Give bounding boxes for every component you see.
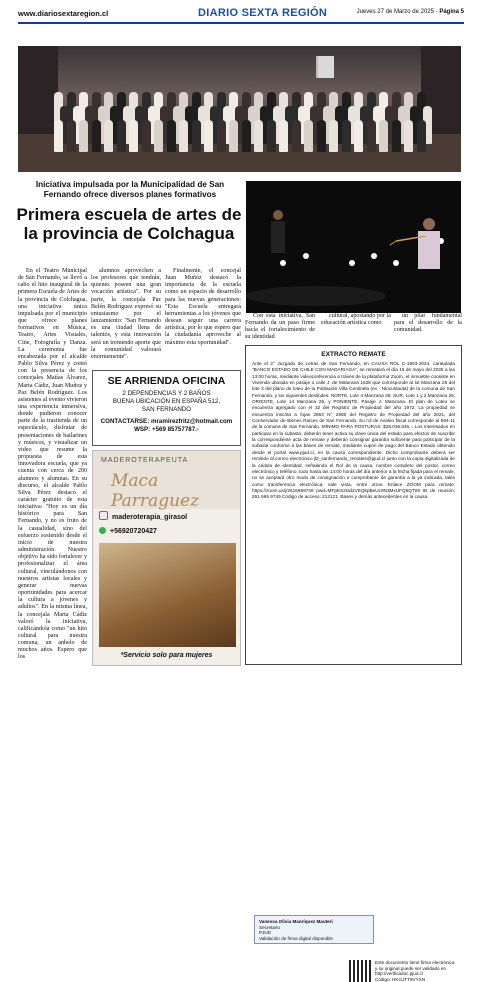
site-url: www.diariosextaregion.cl bbox=[18, 9, 109, 18]
article-column-4: Con esta iniciativa, San Fernando da un paso firme hacia el fortalecimiento de su identidad bbox=[245, 313, 315, 341]
ad-instagram: maderoterapia_girasol bbox=[99, 511, 187, 521]
auction-notice bbox=[245, 345, 462, 982]
person-silhouette bbox=[392, 120, 401, 152]
person-silhouette bbox=[104, 120, 113, 152]
person-silhouette bbox=[179, 120, 188, 152]
person-silhouette bbox=[379, 120, 388, 152]
person-silhouette bbox=[67, 120, 76, 152]
person-silhouette bbox=[129, 120, 138, 152]
person-silhouette bbox=[329, 120, 338, 152]
person-silhouette bbox=[117, 120, 126, 152]
article-column-1: En el Teatro Municipal de San Fernando, se llevó a cabo el hito inaugural de la primera Escuela de Artes de la provincia de Colchagua, una iniciativa única impulsada por el municipio que ofrece planes formativos en Música, Teatro, Artes Visuales, Cine, Fotografía y Danza. La ceremonia fue encabezada por el alcalde Pablo Silva Pérez y contó con la presencia de los concejales Matías Álvarez, Marta Cádiz, Juan Muñoz y Paz Belén Rodríguez. Los asistentes al evento vivieron una experiencia inmersiva, donde pudieron conocer parte de la trastienda de un espectáculo, disfrutar de presentaciones de bailarines y músicos, y visualizar un video que resume la propuesta de esta innovadora escuela, que ya cuenta con cerca de 200 alumnos y alumnas. En su discurso, el alcalde Pablo Silva Pérez destacó el carácter gratuito de esta iniciativa: "Hoy es un día histórico para San Fernando, y no es fruto de la casualidad, sino del esfuerzo sostenido desde el inicio de nuestra administración. Nuestro objetivo ha sido fortalecer y profesionalizar el área cultural, vinculándonos con nuestros artistas locales y generar nuevas oportunidades para acercar la cultura a jóvenes y adultos". En la misma línea, la concejala Marta Cádiz valoró la iniciativa, calificándola como "un hito cultural para nuestra comuna, un anhelo de muchos años. Espero que los bbox=[18, 268, 87, 661]
person-silhouette bbox=[404, 120, 413, 152]
person-silhouette bbox=[304, 120, 313, 152]
rent-office-ad bbox=[92, 370, 241, 446]
issue-date: Jueves 27 de Marzo de 2025 - Página 5 bbox=[356, 9, 464, 15]
person-silhouette bbox=[167, 120, 176, 152]
person-silhouette bbox=[142, 120, 151, 152]
person-silhouette bbox=[317, 120, 326, 152]
article-column-5: cultural, apostando por la educación artística como bbox=[321, 313, 391, 327]
person-silhouette bbox=[92, 120, 101, 152]
article-column-2: alumnos aprovechen a los profesores que tendrán, quienes poseen una gran vocación artística". Por su parte, la concejala Paz Belén Rodríguez expresó su entusiasmo por el lanzamiento: "San Fernando es una ciudad llena de talentos, y esta innovación será un tremendo aporte que la comunidad valorará enormemente". bbox=[91, 268, 161, 360]
qr-code bbox=[349, 960, 371, 982]
person-silhouette bbox=[279, 120, 288, 152]
rent-ad-details: 2 DEPENDENCIAS Y 2 BAÑOS BUENA UBICACIÓN EN ESPAÑA 512, SAN FERNANDO bbox=[112, 390, 221, 413]
auction-body: Ante el 2° Juzgado de Letras de San Fernando, en CAUSA ROL C-1903-2024, caratulada "BANCO ESTADO DE CHILE CON MADARIAGA", se rematará el día 15 de mayo del 2025 a las 13:00 horas, mediante videoconferencia a través de la plataforma Zoom, el inmueble consiste en Vivienda ubicada en pasaje o calle J. de Maturana 1628 que corresponde al lot Manzana 25 del lote 3 del plano de loteo de la Población Villa Centinela (ex - Nincunlauta) de la comuna de San Fernando, y los siguientes deslindes: NORTE, Lote 4 Manzana 25; SUR, Lote 1 y 2 Manzana 25; ORIENTE, Lote 14 Manzana 25, y PONIENTE, Pasaje J. Maturana. El plan de Loteo se encuentra agregado con el 32 del Registro de Propiedad del año 1972. La propiedad se encuentra inscrita a fojas 2863 N° 2958 del Registro de Propiedad del año 2021, del Conservador de Bienes Raíces de San Fernando. Su rol de Avalúo fiscal corresponde al 584-11 de la comuna de San Fernando. MÍNIMO PARA POSTURAS: $28.036.546.-. Los interesados en participar en la subasta, deberán tener activa su clave única del estado para efectos de suscribir la correspondiente acta de remate y deberán consignar garantía suficiente para participar de la subasta conforme a las bases de remate, mediante cupón de pago del Banco Estado obtenido desde el portal www.pjud.cl, en la causa correspondiente. Dicho comprobante deberá ser remitido al correo electrónico jl2_sanfernando_remates@pjud.cl junto con la copia digitalizada de la cédula de identidad, señalando el Rol de la causa, nombre completo del postor, correo electrónico y teléfono, todo hasta las 14:00 horas del día anterior a la fecha fijada para el remate, no se aceptará otro modo de consignación o comprobante de garantía a la ya indicada, tales como transferencia electrónica, vale vista, entre otros. Enlace ZOOM para remate: https://zoom.us/j/2616659749 pwd=MFpKS2tsd2VEQkpBeUc0N3MxUFQ5QT09 ID de reunión: 261 665 9749 Código de acceso: 212121. Bases y demás antecedentes en la causa. bbox=[252, 361, 455, 500]
person-silhouette bbox=[217, 120, 226, 152]
group-photo bbox=[18, 46, 461, 172]
person-silhouette bbox=[154, 120, 163, 152]
article-headline: Primera escuela de artes de la provincia de Colchagua bbox=[16, 205, 242, 243]
article-kicker: Iniciativa impulsada por la Municipalidad de San Fernando ofrece diversos planes formativos bbox=[35, 180, 225, 199]
ad-footer: *Servicio solo para mujeres bbox=[120, 652, 213, 659]
person-silhouette bbox=[54, 120, 63, 152]
person-silhouette bbox=[192, 120, 201, 152]
person-silhouette bbox=[79, 120, 88, 152]
auction-title: EXTRACTO REMATE bbox=[321, 351, 386, 358]
newspaper-title: DIARIO SEXTA REGIÓN bbox=[198, 7, 328, 19]
signature-box: Vanessa Olivia Manríquez Mauteri Secretario PJUD Validación de firma digital disponible bbox=[254, 915, 374, 944]
flag-shape bbox=[316, 56, 334, 78]
person-silhouette bbox=[417, 120, 426, 152]
person-silhouette bbox=[267, 120, 276, 152]
maderoterapia-ad bbox=[92, 450, 241, 666]
page-header bbox=[18, 8, 464, 24]
article-column-6: un pilar fundamental para el desarrollo de la comunidad. bbox=[394, 313, 462, 334]
person-silhouette bbox=[254, 120, 263, 152]
ad-brand: MADEROTERAPEUTA bbox=[101, 457, 189, 464]
person-silhouette bbox=[242, 120, 251, 152]
person-silhouette bbox=[292, 120, 301, 152]
ad-phone: +56920720427 bbox=[99, 527, 157, 535]
article-column-3: Finalmente, el concejal Juan Muñoz destacó la importancia de la escuela como un espacio de desarrollo para las nuevas generaciones: "Esta Escuela entregará herramientas a los jóvenes que desean seguir una carrera artística, por lo que espero que la ciudadanía aproveche al máximo esta oportunidad". bbox=[165, 268, 241, 346]
person-silhouette bbox=[342, 120, 351, 152]
concert-scene bbox=[246, 181, 461, 313]
wood-tools-image bbox=[99, 543, 236, 647]
person-silhouette bbox=[204, 120, 213, 152]
concert-photo bbox=[246, 181, 461, 313]
person-silhouette bbox=[367, 120, 376, 152]
person-silhouette bbox=[354, 120, 363, 152]
rent-ad-title: SE ARRIENDA OFICINA bbox=[107, 375, 226, 387]
ad-script-name: Maca Parraguez bbox=[111, 471, 200, 511]
person-silhouette bbox=[229, 120, 238, 152]
qr-text: Este documento tiene firma electrónica y su original puede ser validado en http://verificadoc.pjud.cl Código: HKGJTT8VYXN bbox=[375, 960, 455, 982]
rent-ad-contact: CONTACTARSE: mramirezfritz@hotmail.com WSP: +569 85757787.- bbox=[100, 418, 233, 433]
